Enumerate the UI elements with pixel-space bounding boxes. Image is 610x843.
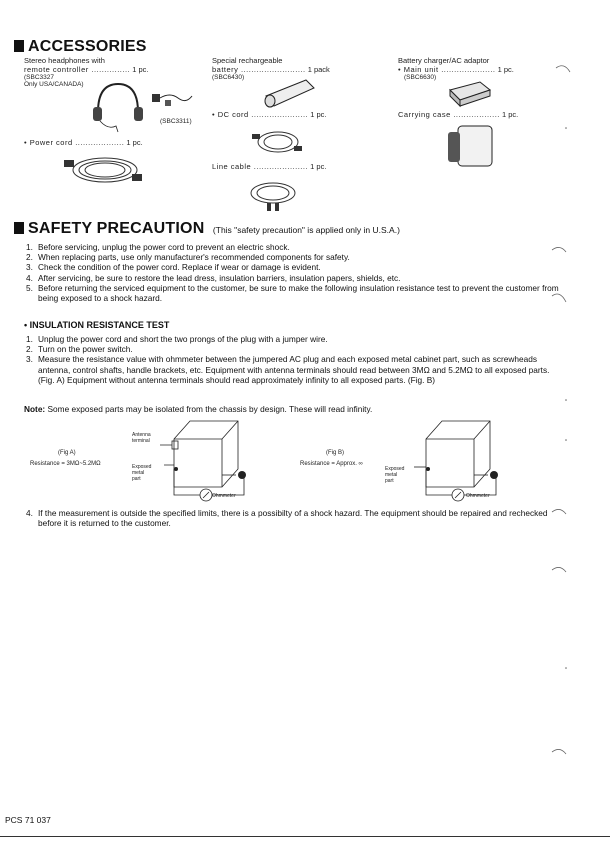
- footer-rule: [0, 836, 610, 837]
- fig-a-label: (Fig A): [58, 450, 76, 456]
- headphones-entry: Stereo headphones with remote controller ............... 1 pc. (SBC3327 Only USA/CANADA): [24, 56, 149, 88]
- accessories-heading: ACCESSORIES: [14, 38, 147, 56]
- list-item: 3. Check the condition of the power cord. Replace if wear or damage is evident.: [26, 262, 321, 273]
- list-item: 1. Unplug the power cord and short the two prongs of the plug with a jumper wire.: [26, 334, 328, 344]
- dc-cord-entry: • DC cord ...................... 1 pc.: [212, 110, 327, 119]
- charger-entry: Battery charger/AC adaptor • Main unit ..................... 1 pc. (SBC6630): [398, 56, 514, 81]
- list-item: 2. Turn on the power switch.: [26, 344, 133, 355]
- headphones-extra-code: (SBC3311): [160, 118, 192, 125]
- line-cable-entry: Line cable ..................... 1 pc.: [212, 162, 327, 171]
- fig-b-ohmmeter-label: Ohmmeter: [466, 493, 490, 499]
- fig-b-exposed-label: Exposed metal part: [385, 466, 405, 484]
- list-item: 2. When replacing parts, use only manufacturer's recommended components for safety.: [26, 252, 350, 263]
- fig-b-label: (Fig B): [326, 450, 344, 456]
- fig-a-ohmmeter-label: Ohmmeter: [212, 493, 236, 499]
- list-item: 1. Before servicing, unplug the power cord to prevent an electric shock.: [26, 242, 290, 252]
- safety-heading: SAFETY PRECAUTION (This "safety precaution" is applied only in U.S.A.): [14, 220, 400, 238]
- footer-code: PCS 71 037: [5, 815, 51, 825]
- carrying-case-entry: Carrying case .................. 1 pc.: [398, 110, 519, 119]
- power-cord-entry: • Power cord ................... 1 pc.: [24, 138, 143, 147]
- insulation-heading: • INSULATION RESISTANCE TEST: [24, 320, 170, 330]
- fig-a-antenna-label: Antenna terminal: [132, 432, 151, 444]
- list-item: 3. Measure the resistance value with ohmmeter between the jumpered AC plug and each exposed metal cabinet part, such as screwheads antenna, control shafts, handle brackets, etc. Equipment with antenna terminals should read between 3MΩ and 5.2MΩ to all exposed parts. (Fig. A) Equipment without antenna terminals should read approximately infinity to all exposed parts. (Fig. B): [26, 354, 550, 385]
- fig-a-exposed-label: Exposed metal part: [132, 464, 152, 482]
- list-item: 5. Before returning the serviced equipment to the customer, be sure to make the following insulation resistance test to prevent the customer from being exposed to a shock hazard.: [26, 282, 559, 304]
- list-item: 4. After servicing, be sure to restore the lead dress, insulation barriers, insulation papers, shields, etc.: [26, 272, 401, 283]
- list-item: 4. If the measurement is outside the specified limits, there is a possibilty of a shock hazard. The equipment should be repaired and rechecked before it is returned to the customer.: [26, 508, 548, 529]
- insulation-note: Note: Some exposed parts may be isolated from the chassis by design. These will read infinity.: [24, 404, 373, 414]
- battery-entry: Special rechargeable battery ......................... 1 pack (SBC6430): [212, 56, 330, 81]
- fig-a-resistance: Resistance = 3MΩ~5.2MΩ: [30, 461, 101, 467]
- fig-b-resistance: Resistance = Approx. ∞: [300, 461, 363, 467]
